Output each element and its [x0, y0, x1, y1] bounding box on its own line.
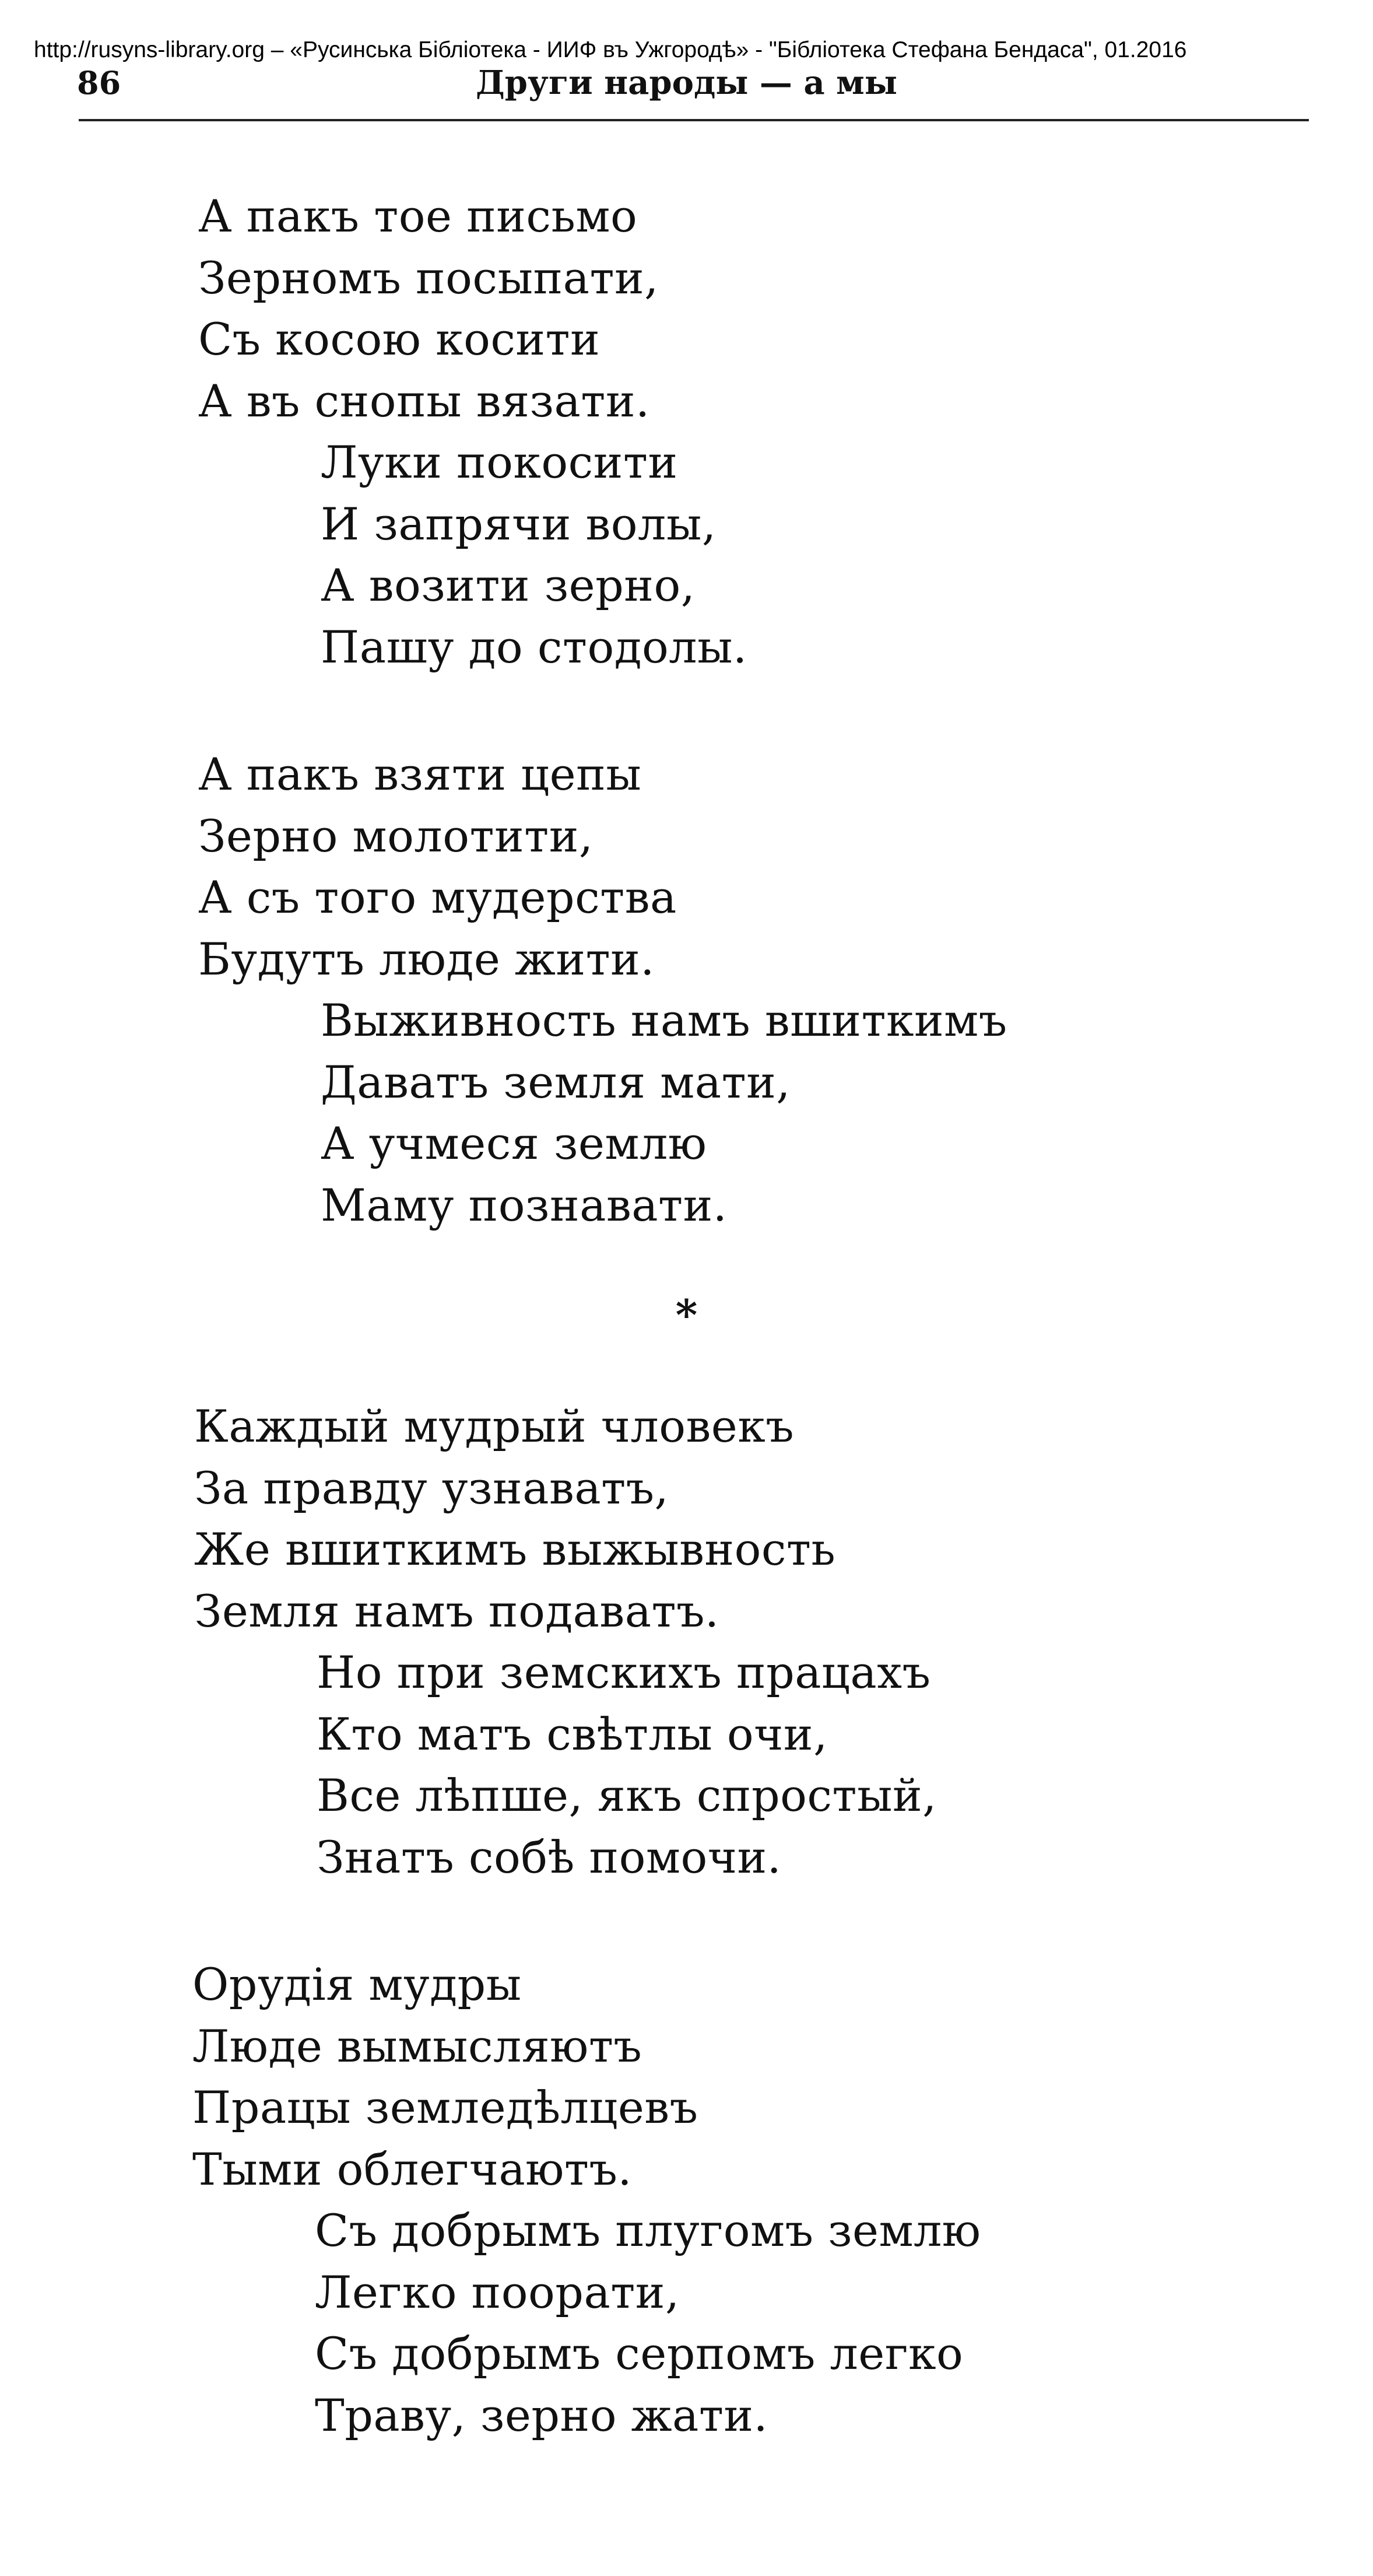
stanza-2 — [198, 744, 1007, 1236]
verse-line: Земля намъ подаватъ. — [194, 1585, 719, 1637]
verse-line: Легко поорати, — [315, 2266, 680, 2318]
verse-line: Маму познавати. — [321, 1179, 728, 1231]
stanza-1 — [198, 185, 747, 678]
verse-line: А учмеся землю — [321, 1117, 707, 1169]
verse-line: Пашу до стодолы. — [321, 621, 747, 673]
verse-line: Знатъ собѣ помочи. — [317, 1831, 782, 1883]
verse-line: А въ снопы вязати. — [198, 374, 650, 427]
verse-line: Кто матъ свѣтлы очи, — [317, 1708, 828, 1760]
page-header-title: Други народы — а мы — [476, 64, 897, 102]
verse-line: Луки покосити — [321, 436, 678, 488]
verse-line: Же вшиткимъ выжывность — [194, 1523, 836, 1575]
verse-line: Съ добрымъ серпомъ легко — [315, 2328, 964, 2379]
verse-line: Траву, зерно жати. — [315, 2389, 768, 2441]
verse-line: Но при земскихъ працахъ — [317, 1646, 931, 1698]
verse-line: А пакъ тое письмо — [198, 190, 638, 242]
stanza-3 — [194, 1396, 937, 1888]
section-divider: * — [675, 1290, 698, 1340]
verse-line: А возити зерно, — [321, 559, 696, 611]
verse-line: Все лѣпше, якъ спростый, — [317, 1769, 937, 1821]
verse-line: Зерномъ посыпати, — [198, 251, 659, 304]
verse-line: Выживность намъ вшиткимъ — [321, 994, 1007, 1046]
verse-line: За правду узнаватъ, — [194, 1462, 669, 1514]
verse-line: Съ добрымъ плугомъ землю — [315, 2205, 981, 2256]
verse-line: Орудія мудры — [192, 1958, 522, 2010]
stanza-4 — [192, 1954, 981, 2446]
verse-line: Съ косою косити — [198, 313, 601, 365]
verse-line: Тыми облегчаютъ. — [192, 2143, 632, 2195]
verse-line: Люде вымысляютъ — [192, 2020, 642, 2072]
verse-line: А пакъ взяти цепы — [198, 748, 642, 800]
verse-line: Будутъ люде жити. — [198, 933, 655, 985]
verse-line: Даватъ земля мати, — [321, 1056, 791, 1108]
verse-line: Працы земледѣлцевъ — [192, 2081, 698, 2133]
page-number: 86 — [77, 64, 121, 101]
verse-line: Каждый мудрый чловекъ — [194, 1400, 795, 1452]
verse-line: И запрячи волы, — [321, 497, 717, 550]
verse-line: Зерно молотити, — [198, 809, 594, 862]
source-attribution: http://rusyns-library.org – «Русинська Бібліотека - ИИФ въ Ужгородѣ» - "Бібліотека Стефана Бендаса", 01.2016 — [34, 37, 1187, 62]
verse-line: А съ того мудерства — [198, 871, 677, 923]
